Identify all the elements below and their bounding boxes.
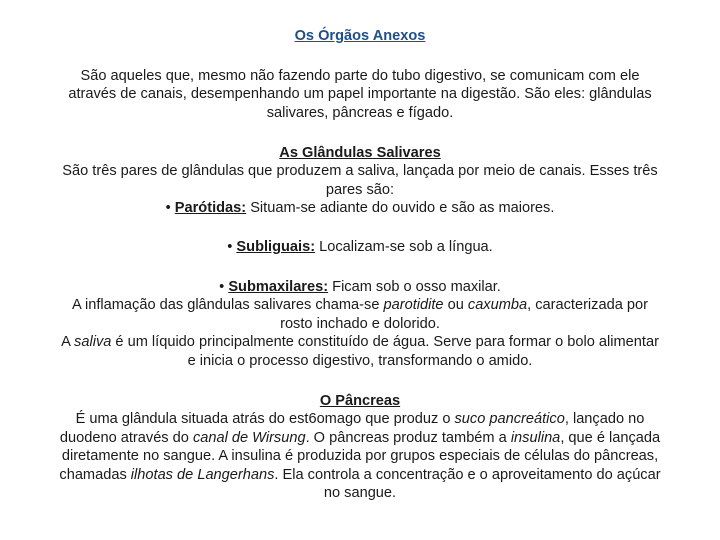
- pancreas-section: [20, 392, 700, 502]
- inflammation-text-b: ou: [443, 297, 468, 314]
- pancreas-text-1a: É uma glândula situada atrás do est6omago que produz o: [75, 411, 455, 428]
- saliva-text-b: é um líquido principalmente constituído de água. Serve para formar o bolo alimentar: [111, 334, 659, 351]
- submaxilares-section: [20, 278, 700, 370]
- sublinguais-label: Subliguais:: [236, 239, 316, 255]
- intro-paragraph: [20, 67, 700, 122]
- page-title: Os Órgãos Anexos: [294, 28, 426, 44]
- inflammation-text-c: , caracterizada por: [527, 297, 648, 314]
- term-ilhotas-langerhans: ilhotas de Langerhans: [130, 466, 275, 483]
- pancreas-heading: O Pâncreas: [319, 393, 401, 409]
- term-saliva: saliva: [74, 334, 112, 351]
- bullet-icon: •: [165, 200, 171, 217]
- pancreas-line-2: [20, 429, 700, 447]
- glandulas-line-2: pares são:: [325, 181, 395, 198]
- sublinguais-item: [20, 238, 700, 256]
- term-canal-wirsung: canal de Wirsung: [192, 429, 306, 446]
- glandulas-section: [20, 144, 700, 218]
- pancreas-text-4b: . Ela controla a concentração e o aproveitamento do açúcar: [274, 466, 661, 483]
- bullet-icon: •: [227, 239, 233, 255]
- glandulas-heading: As Glândulas Salivares: [279, 145, 441, 161]
- sublinguais-text: Localizam-se sob a língua.: [315, 239, 493, 255]
- saliva-text-a: A: [61, 334, 75, 351]
- submaxilares-text: Ficam sob o osso maxilar.: [328, 279, 501, 295]
- submaxilares-label: Submaxilares:: [228, 279, 329, 295]
- pancreas-line-5: no sangue.: [323, 485, 397, 502]
- pancreas-text-1b: , lançado no: [564, 411, 645, 428]
- inflammation-line-2: rosto inchado e dolorido.: [280, 315, 440, 332]
- term-caxumba: caxumba: [467, 297, 528, 314]
- parotidas-text: Situam-se adiante do ouvido e são as maiores.: [246, 200, 555, 217]
- intro-line-3: salivares, pâncreas e fígado.: [266, 104, 454, 121]
- term-insulina: insulina: [510, 429, 561, 446]
- inflammation-line-1: [20, 296, 700, 314]
- pancreas-text-2b: . O pâncreas produz também a: [305, 429, 511, 446]
- glandulas-line-1: São três pares de glândulas que produzem a saliva, lançada por meio de canais. Esses três: [62, 163, 658, 180]
- term-parotidite: parotidite: [383, 297, 444, 314]
- pancreas-line-1: [20, 410, 700, 428]
- parotidas-label: Parótidas:: [174, 200, 247, 217]
- parotidas-item: [20, 199, 700, 217]
- submaxilares-item: [20, 278, 700, 296]
- intro-line-2: através de canais, desempenhando um papel importante na digestão. São eles: glândulas: [68, 86, 652, 103]
- bullet-icon: •: [219, 279, 225, 295]
- pancreas-line-4: [20, 466, 700, 484]
- saliva-line-2: e inicia o processo digestivo, transformando o amido.: [187, 352, 533, 369]
- intro-line-1: São aqueles que, mesmo não fazendo parte do tubo digestivo, se comunicam com ele: [80, 68, 640, 84]
- saliva-line-1: [20, 333, 700, 351]
- pancreas-text-2c: , que é lançada: [560, 429, 661, 446]
- pancreas-text-4a: chamadas: [59, 466, 131, 483]
- page-title-block: [20, 27, 700, 45]
- inflammation-text-a: A inflamação das glândulas salivares chama-se: [72, 297, 384, 314]
- pancreas-line-3: diretamente no sangue. A insulina é produzida por grupos especiais de células do pâncreas,: [61, 448, 659, 465]
- term-suco-pancreatico: suco pancreático: [454, 411, 565, 428]
- pancreas-text-2a: duodeno através do: [59, 429, 193, 446]
